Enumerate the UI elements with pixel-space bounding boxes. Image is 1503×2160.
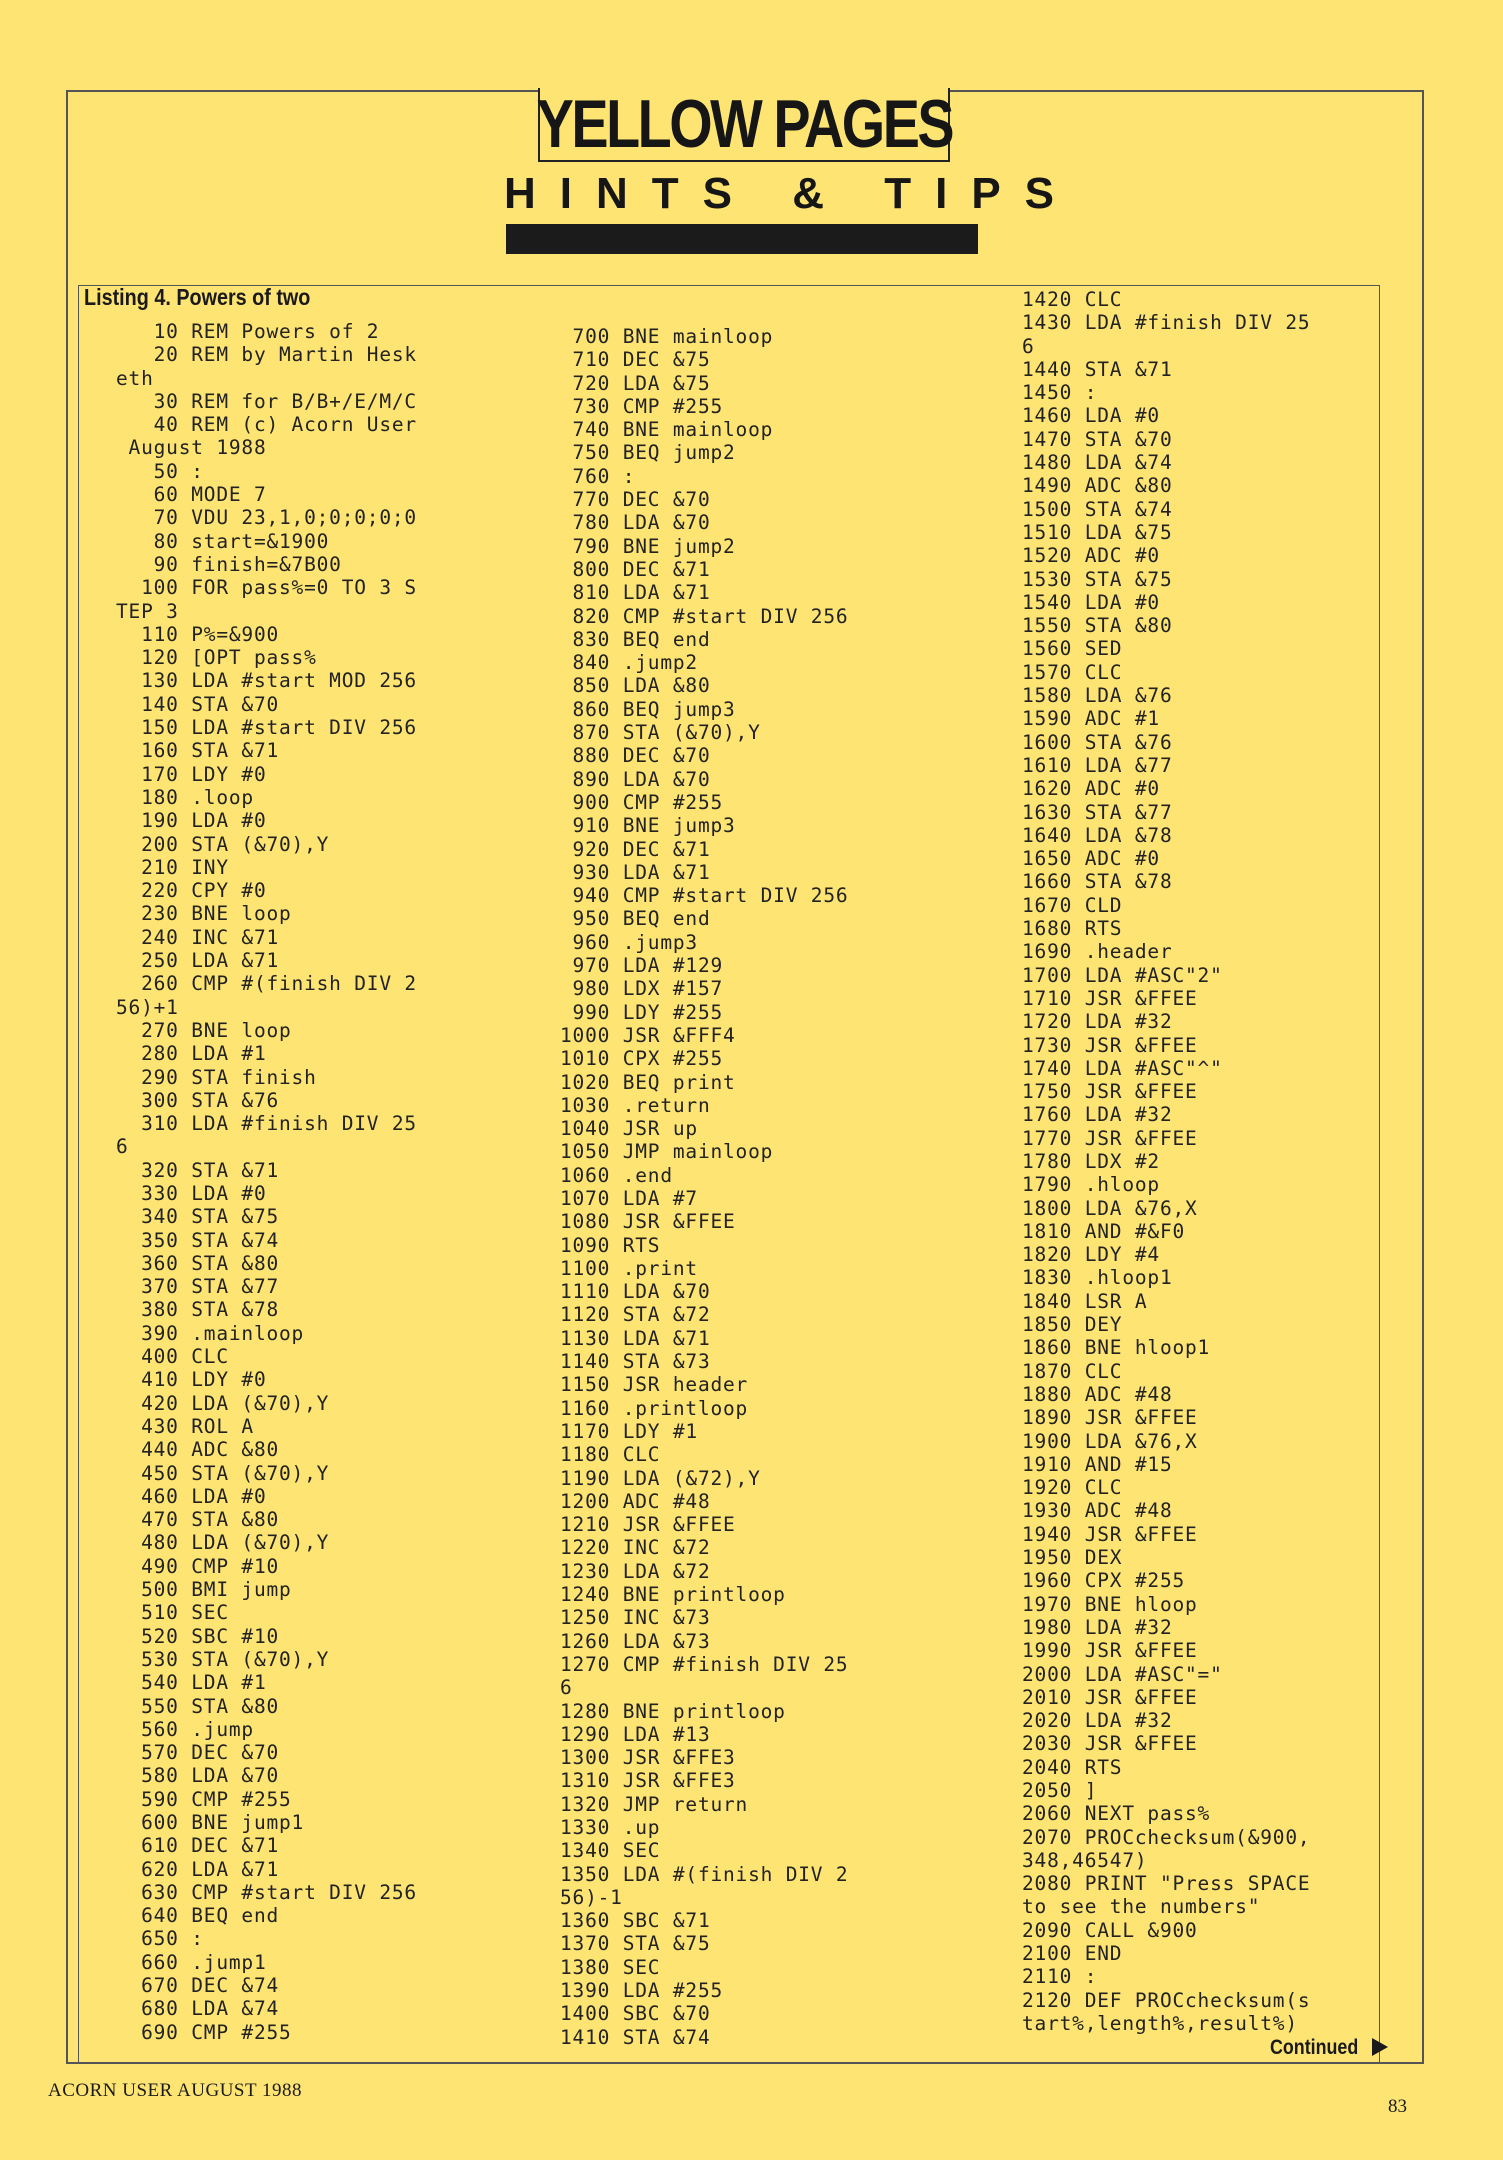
code-line: 1070 LDA #7 [560,1186,698,1210]
code-line: 1800 LDA &76,X [1022,1196,1198,1220]
code-line: TEP 3 [116,599,179,623]
code-line: 1160 .printloop [560,1396,749,1420]
code-line: 620 LDA &71 [141,1857,280,1881]
code-line: 140 STA &70 [141,692,280,716]
code-line: 1850 DEY [1022,1313,1123,1337]
code-line: 2070 PROCchecksum(&900, [1022,1825,1311,1849]
code-line: 1880 ADC #48 [1022,1382,1173,1406]
code-line: 1750 JSR &FFEE [1022,1080,1198,1104]
code-line: 2110 : [1022,1965,1098,1989]
code-line: 348,46547) [1022,1848,1148,1872]
code-line: 1400 SBC &70 [560,2002,711,2026]
code-line: 760 : [572,464,636,488]
code-line: 1830 .hloop1 [1022,1266,1173,1290]
code-line: 1030 .return [560,1093,711,1117]
code-line: 160 STA &71 [141,739,280,763]
code-line: 670 DEC &74 [141,1974,280,1998]
code-line: 1410 STA &74 [560,2025,711,2049]
code-line: 1590 ADC #1 [1022,707,1160,731]
code-line: 650 : [141,1927,204,1951]
code-line: 430 ROL A [141,1414,254,1438]
code-line: 700 BNE mainloop [572,325,774,348]
code-line: 460 LDA #0 [141,1484,267,1508]
code-line: 80 start=&1900 [153,529,330,553]
code-line: 56)+1 [116,995,179,1019]
code-line: 880 DEC &70 [572,744,711,768]
listing-title: Listing 4. Powers of two [84,284,311,310]
code-line: 450 STA (&70),Y [141,1461,330,1485]
masthead [538,88,950,162]
code-line: 790 BNE jump2 [572,534,736,558]
code-line: 380 STA &78 [141,1298,280,1322]
code-line: 1810 AND #&F0 [1022,1219,1186,1243]
code-line: 1130 LDA &71 [560,1326,711,1350]
code-line: 1290 LDA #13 [560,1722,711,1746]
code-line: 360 STA &80 [141,1251,280,1275]
code-line: to see the numbers" [1022,1895,1261,1919]
code-line: 340 STA &75 [141,1205,280,1229]
code-line: 2060 NEXT pass% [1022,1802,1211,1826]
code-line: 1370 STA &75 [560,1932,711,1956]
code-line: 1490 ADC &80 [1022,474,1173,498]
code-line: 2010 JSR &FFEE [1022,1685,1198,1709]
code-line: 720 LDA &75 [572,371,711,395]
code-line: 90 finish=&7B00 [153,552,342,576]
code-line: 1260 LDA &73 [560,1629,711,1653]
code-line: 1450 : [1022,381,1098,405]
listing-column-1 [116,320,417,2044]
code-line: 30 REM for B/B+/E/M/C [153,389,417,413]
code-line: 1960 CPX #255 [1022,1569,1186,1593]
code-line: 170 LDY #0 [141,762,267,786]
code-line: 640 BEQ end [141,1904,280,1928]
code-line: 200 STA (&70),Y [141,832,330,856]
code-line: 1300 JSR &FFE3 [560,1746,736,1770]
code-line: 20 REM by Martin Hesk [153,343,417,367]
listing-column-3 [1022,288,1310,2035]
code-line: 1820 LDY #4 [1022,1243,1160,1267]
code-line: 2100 END [1022,1942,1123,1966]
code-line: 1540 LDA #0 [1022,590,1160,614]
code-line: 1730 JSR &FFEE [1022,1033,1198,1057]
code-line: 510 SEC [141,1601,229,1625]
code-line: 280 LDA #1 [141,1042,267,1066]
code-line: 490 CMP #10 [141,1554,280,1578]
code-line: 1090 RTS [560,1233,661,1257]
code-line: 1690 .header [1022,940,1173,964]
code-line: 530 STA (&70),Y [141,1647,330,1671]
code-line: 910 BNE jump3 [572,814,736,838]
code-line: 1940 JSR &FFEE [1022,1522,1198,1546]
code-line: 6 [560,1676,573,1700]
code-line: 120 [OPT pass% [141,646,317,670]
code-line: 1020 BEQ print [560,1070,736,1094]
code-line: 500 BMI jump [141,1578,292,1602]
code-line: 1600 STA &76 [1022,730,1173,754]
code-line: 580 LDA &70 [141,1764,280,1788]
code-line: 1970 BNE hloop [1022,1592,1198,1616]
code-line: 1670 CLD [1022,893,1123,917]
code-line: 350 STA &74 [141,1228,280,1252]
code-line: 100 FOR pass%=0 TO 3 S [141,576,417,600]
code-line: 960 .jump3 [572,930,698,954]
code-line: 130 LDA #start MOD 256 [141,669,417,693]
code-line: 110 P%=&900 [141,622,280,646]
code-line: 1140 STA &73 [560,1350,711,1374]
code-line: 890 LDA &70 [572,767,711,791]
code-line: 1190 LDA (&72),Y [560,1466,761,1490]
code-line: 480 LDA (&70),Y [141,1531,330,1555]
code-line: 390 .mainloop [141,1321,305,1345]
code-line: 1440 STA &71 [1022,357,1173,381]
code-line: 900 CMP #255 [572,790,724,814]
code-line: 780 LDA &70 [572,511,711,535]
code-line: 1990 JSR &FFEE [1022,1639,1198,1663]
code-line: 1000 JSR &FFF4 [560,1023,736,1047]
code-line: 1170 LDY #1 [560,1419,698,1443]
code-line: 1570 CLC [1022,660,1123,684]
code-line: 56)-1 [560,1885,623,1909]
code-line: 1010 CPX #255 [560,1047,724,1071]
code-line: 250 LDA &71 [141,949,280,973]
code-line: 40 REM (c) Acorn User [153,413,417,437]
code-line: 10 REM Powers of 2 [153,320,380,343]
code-line: August 1988 [128,436,267,460]
code-line: 1860 BNE hloop1 [1022,1336,1211,1360]
code-line: 630 CMP #start DIV 256 [141,1880,417,1904]
footer-publication: ACORN USER AUGUST 1988 [48,2080,302,2101]
code-line: 1870 CLC [1022,1359,1123,1383]
code-line: 1530 STA &75 [1022,567,1173,591]
code-line: 1660 STA &78 [1022,870,1173,894]
code-line: 1640 LDA &78 [1022,823,1173,847]
code-line: 2050 ] [1022,1779,1098,1802]
code-line: 290 STA finish [141,1065,317,1089]
code-line: 1250 INC &73 [560,1606,711,1630]
code-line: 1280 BNE printloop [560,1699,786,1723]
code-line: 320 STA &71 [141,1158,280,1182]
code-line: 920 DEC &71 [572,837,711,861]
code-line: 1080 JSR &FFEE [560,1210,736,1234]
code-line: 1270 CMP #finish DIV 25 [560,1652,849,1676]
code-line: 1320 JMP return [560,1792,749,1816]
code-line: 1780 LDX #2 [1022,1149,1160,1173]
code-line: 1390 LDA #255 [560,1979,724,2003]
code-line: 1050 JMP mainloop [560,1140,774,1164]
code-line: 1650 ADC #0 [1022,847,1160,871]
code-line: 1500 STA &74 [1022,497,1173,521]
code-line: 750 BEQ jump2 [572,441,736,465]
code-line: 600 BNE jump1 [141,1811,305,1834]
code-line: 1120 STA &72 [560,1303,711,1327]
code-line: eth [116,366,154,390]
code-line: 2000 LDA #ASC"=" [1022,1662,1223,1686]
code-line: 190 LDA #0 [141,809,267,833]
code-line: 1560 SED [1022,637,1123,661]
code-line: 2020 LDA #32 [1022,1709,1173,1733]
code-line: 1350 LDA #(finish DIV 2 [560,1862,849,1886]
code-line: tart%,length%,result%) [1022,2011,1298,2035]
code-line: 540 LDA #1 [141,1671,267,1695]
code-line: 590 CMP #255 [141,1787,292,1811]
code-line: 980 LDX #157 [572,977,724,1001]
code-line: 6 [116,1135,129,1159]
code-line: 1630 STA &77 [1022,800,1173,824]
code-line: 740 BNE mainloop [572,418,774,442]
code-line: 1610 LDA &77 [1022,753,1173,777]
code-line: 220 CPY #0 [141,879,267,903]
code-line: 330 LDA #0 [141,1181,267,1205]
code-line: 1240 BNE printloop [560,1583,786,1607]
arrow-right-icon [1372,2038,1388,2056]
code-line: 1790 .hloop [1022,1173,1160,1197]
code-line: 1060 .end [560,1163,673,1187]
code-line: 1510 LDA &75 [1022,520,1173,544]
code-line: 1900 LDA &76,X [1022,1429,1198,1453]
code-line: 1710 JSR &FFEE [1022,986,1198,1010]
code-line: 610 DEC &71 [141,1834,280,1858]
section-subtitle: HINTS & TIPS [504,169,1079,218]
code-line: 770 DEC &70 [572,488,711,512]
code-line: 210 INY [141,855,229,879]
code-line: 690 CMP #255 [141,2020,292,2044]
code-line: 240 INC &71 [141,925,280,949]
continued-label: Continued [1270,2036,1359,2059]
code-line: 1760 LDA #32 [1022,1103,1173,1127]
code-line: 1700 LDA #ASC"2" [1022,963,1223,987]
code-line: 520 SBC #10 [141,1624,280,1648]
code-line: 2090 CALL &900 [1022,1918,1198,1942]
code-line: 400 CLC [141,1345,229,1369]
code-line: 990 LDY #255 [572,1000,724,1024]
code-line: 1330 .up [560,1816,661,1839]
code-line: 840 .jump2 [572,651,698,675]
code-line: 1360 SBC &71 [560,1909,711,1933]
code-line: 1550 STA &80 [1022,614,1173,638]
subtitle-bar [506,224,978,254]
code-line: 1930 ADC #48 [1022,1499,1173,1523]
code-line: 6 [1022,334,1035,358]
code-line: 1420 CLC [1022,288,1123,311]
code-line: 410 LDY #0 [141,1368,267,1392]
code-line: 1840 LSR A [1022,1289,1148,1313]
code-line: 1950 DEX [1022,1546,1123,1570]
code-line: 1180 CLC [560,1443,661,1467]
code-line: 150 LDA #start DIV 256 [141,716,417,740]
code-line: 370 STA &77 [141,1275,280,1299]
code-line: 2040 RTS [1022,1755,1123,1779]
code-line: 1620 ADC #0 [1022,777,1160,801]
code-line: 1920 CLC [1022,1476,1123,1500]
code-line: 1910 AND #15 [1022,1452,1173,1476]
code-line: 930 LDA &71 [572,860,711,884]
listing-column-2 [560,325,848,2049]
code-line: 180 .loop [141,785,254,809]
code-line: 1230 LDA &72 [560,1559,711,1583]
code-line: 1480 LDA &74 [1022,451,1173,475]
code-line: 1520 ADC #0 [1022,544,1160,568]
code-line: 660 .jump1 [141,1950,267,1974]
code-line: 1110 LDA &70 [560,1280,711,1304]
code-line: 870 STA (&70),Y [572,721,761,745]
code-line: 1770 JSR &FFEE [1022,1126,1198,1150]
code-line: 1890 JSR &FFEE [1022,1406,1198,1430]
code-line: 310 LDA #finish DIV 25 [141,1112,417,1136]
code-line: 440 ADC &80 [141,1438,280,1462]
code-line: 420 LDA (&70),Y [141,1391,330,1415]
code-line: 1150 JSR header [560,1373,749,1397]
code-line: 710 DEC &75 [572,348,711,372]
code-line: 2030 JSR &FFEE [1022,1732,1198,1756]
code-line: 1310 JSR &FFE3 [560,1769,736,1793]
code-line: 1340 SEC [560,1839,661,1863]
code-line: 1220 INC &72 [560,1536,711,1560]
code-line: 1460 LDA #0 [1022,404,1160,428]
page-number: 83 [1388,2096,1407,2117]
code-line: 1720 LDA #32 [1022,1010,1173,1034]
code-line: 470 STA &80 [141,1508,280,1532]
code-line: 1100 .print [560,1256,698,1280]
code-line: 570 DEC &70 [141,1741,280,1765]
code-line: 1380 SEC [560,1955,661,1979]
code-line: 550 STA &80 [141,1694,280,1718]
code-line: 70 VDU 23,1,0;0;0;0;0 [153,506,417,530]
code-line: 830 BEQ end [572,627,711,651]
code-line: 950 BEQ end [572,907,711,931]
code-line: 300 STA &76 [141,1088,280,1112]
code-line: 940 CMP #start DIV 256 [572,884,849,908]
code-line: 1470 STA &70 [1022,427,1173,451]
code-line: 260 CMP #(finish DIV 2 [141,972,417,996]
code-line: 560 .jump [141,1717,254,1741]
code-line: 2080 PRINT "Press SPACE [1022,1872,1311,1896]
code-line: 820 CMP #start DIV 256 [572,604,849,628]
code-line: 230 BNE loop [141,902,292,926]
code-line: 60 MODE 7 [153,483,267,507]
code-line: 2120 DEF PROCchecksum(s [1022,1988,1311,2012]
code-line: 860 BEQ jump3 [572,697,736,721]
code-line: 1740 LDA #ASC"^" [1022,1056,1223,1080]
code-line: 1210 JSR &FFEE [560,1513,736,1537]
code-line: 1580 LDA &76 [1022,684,1173,708]
code-line: 1430 LDA #finish DIV 25 [1022,311,1311,335]
code-line: 850 LDA &80 [572,674,711,698]
code-line: 800 DEC &71 [572,557,711,581]
code-line: 810 LDA &71 [572,581,711,605]
code-line: 970 LDA #129 [572,954,724,978]
code-line: 1680 RTS [1022,917,1123,941]
code-line: 270 BNE loop [141,1018,292,1042]
code-line: 680 LDA &74 [141,1997,280,2021]
code-line: 1980 LDA #32 [1022,1615,1173,1639]
code-line: 1040 JSR up [560,1117,698,1141]
code-line: 730 CMP #255 [572,394,724,418]
code-line: 1200 ADC #48 [560,1489,711,1513]
code-line: 50 : [153,459,204,483]
masthead-title: YELLOW PAGES [536,86,952,162]
